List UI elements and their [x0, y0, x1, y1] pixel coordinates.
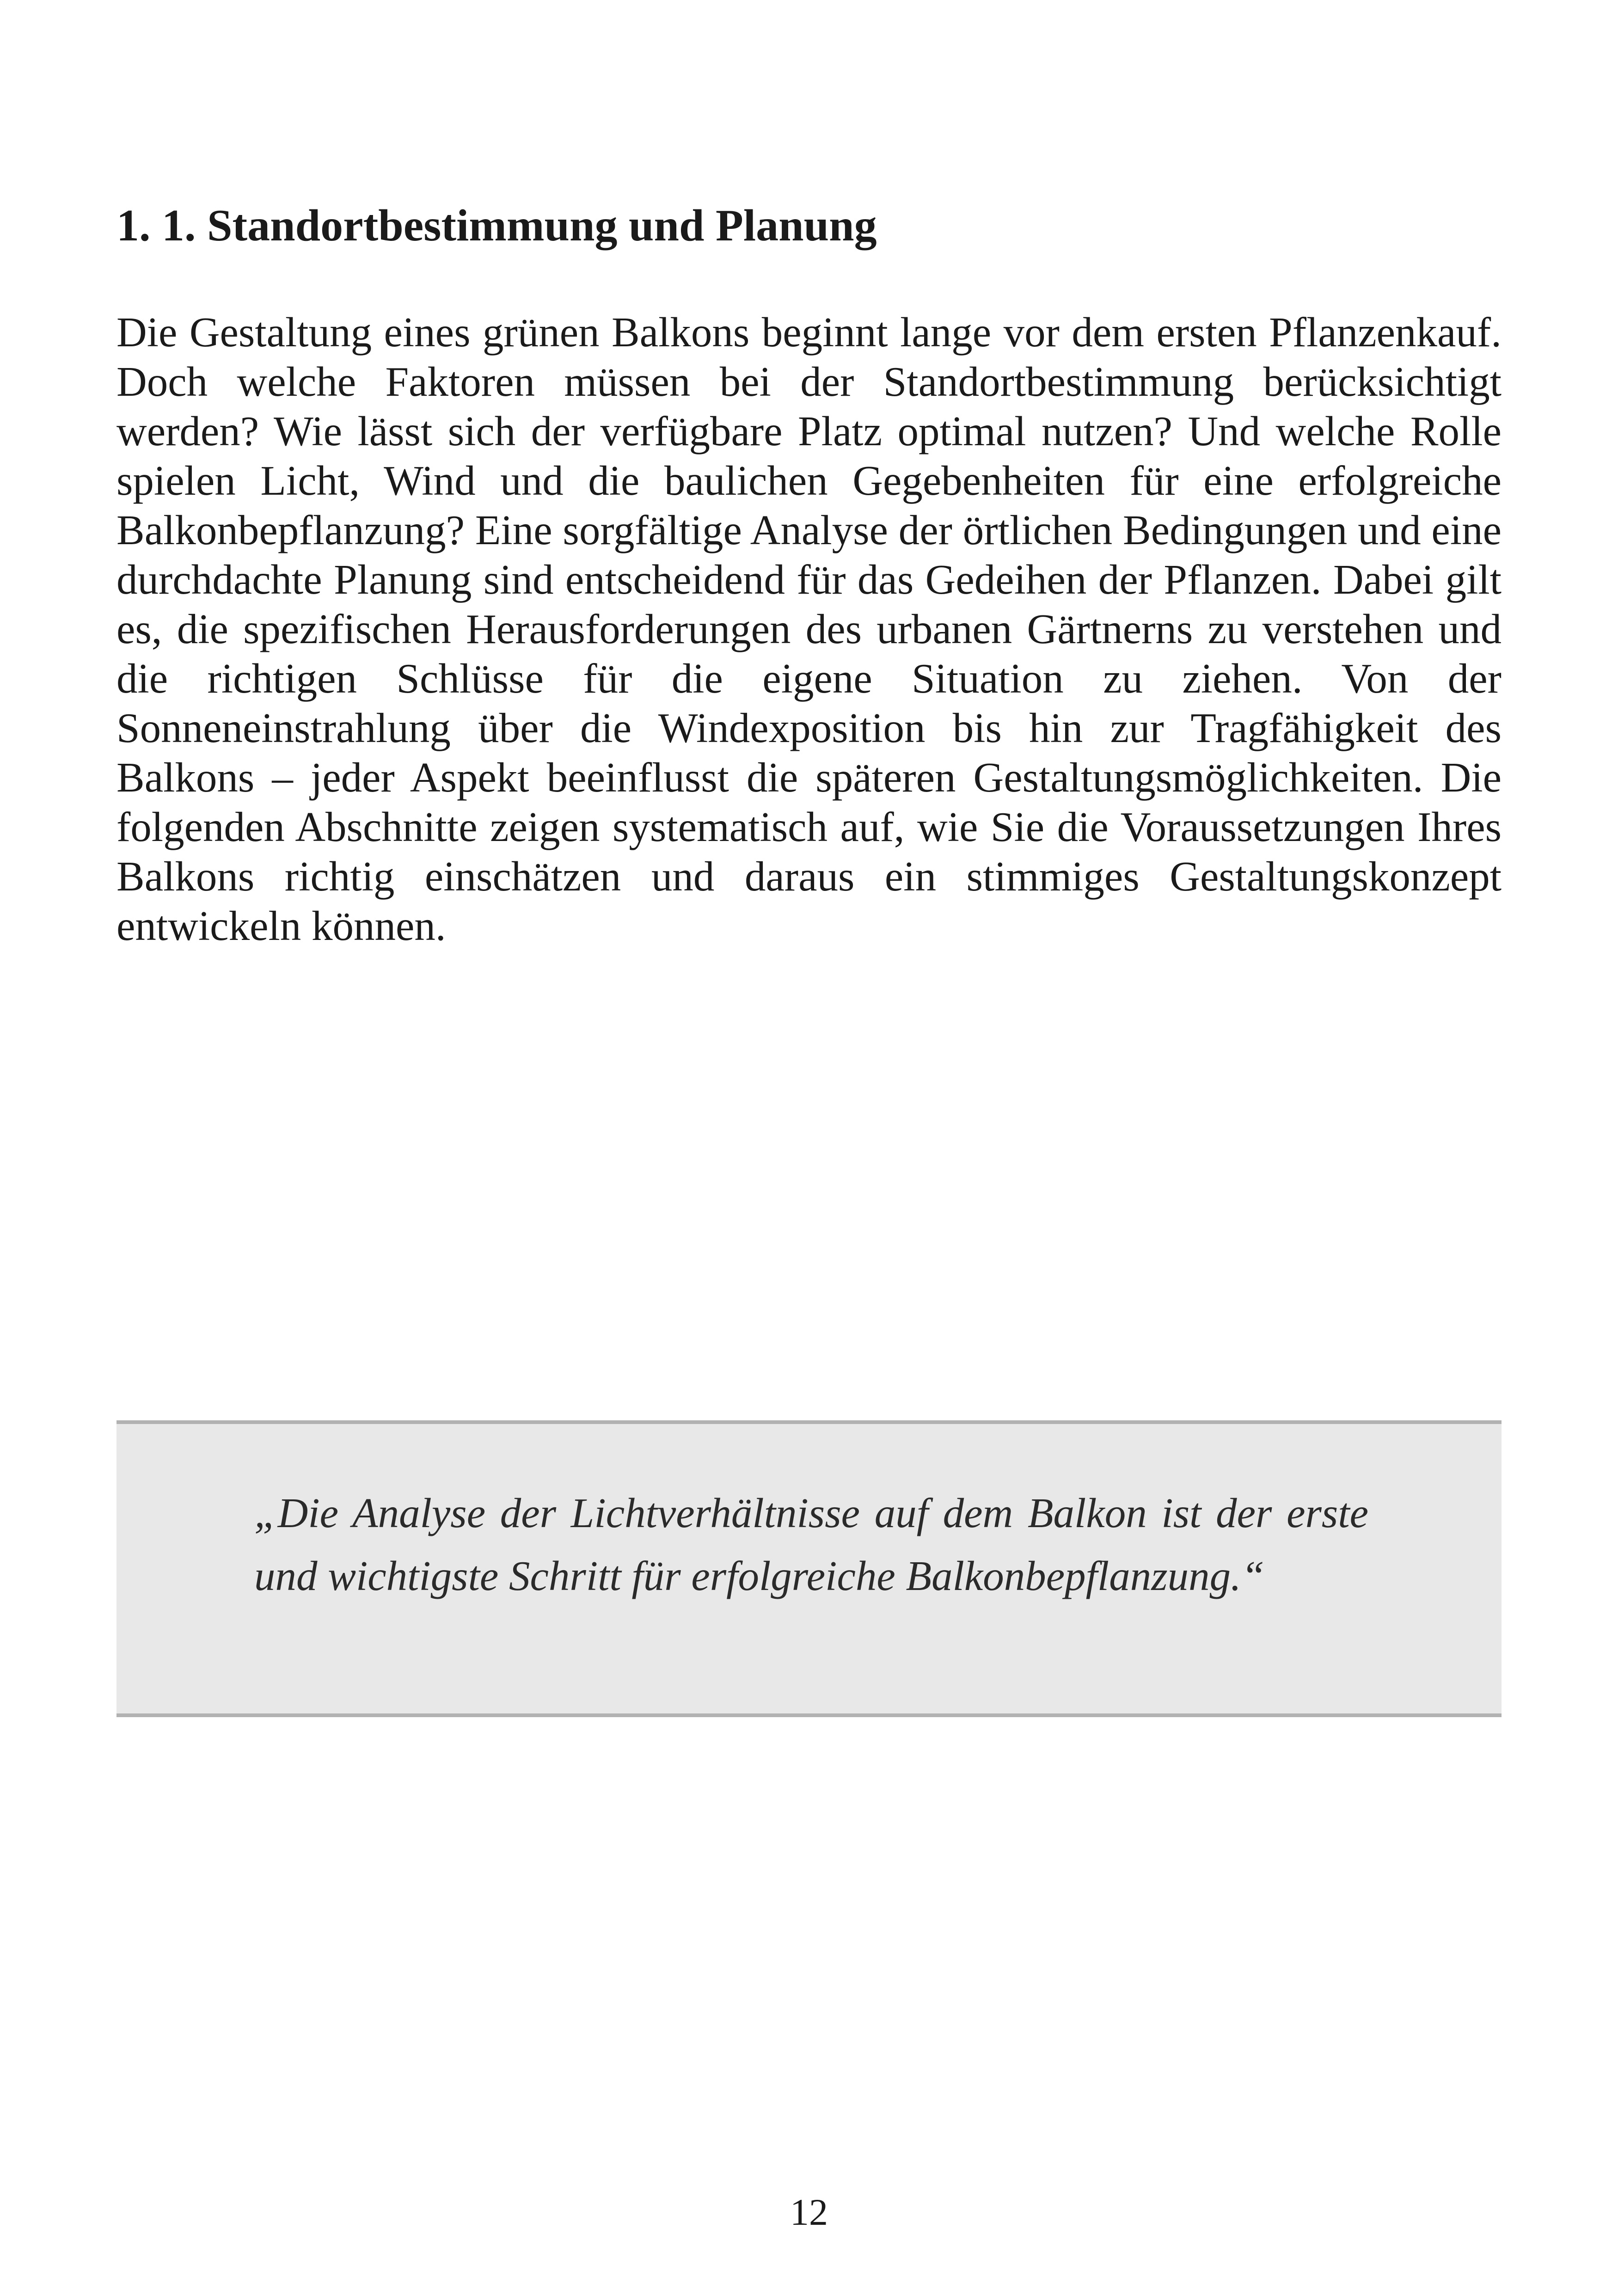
body-paragraph: Die Gestaltung eines grünen Balkons beginnt lange vor dem ersten Pflanzenkauf. Doch welche Faktoren müssen bei der Standortbestimmung berücksichtigt werden? Wie lässt sich der verfügbare Platz optimal nutzen? Und welche Rolle spielen Licht, Wind und die baulichen Gegebenheiten für eine erfolgreiche Balkonbepflanzung? Eine sorgfältige Analyse der örtlichen Bedingungen und eine durchdachte Planung sind entscheidend für das Gedeihen der Pflanzen. Dabei gilt es, die spezifischen Herausforderungen des urbanen Gärtnerns zu verstehen und die richtigen Schlüsse für die eigene Situation zu ziehen. Von der Sonneneinstrahlung über die Windexposition bis hin zur Tragfähigkeit des Balkons – jeder Aspekt beeinflusst die späteren Gestaltungsmöglichkeiten. Die folgenden Abschnitte zeigen systematisch auf, wie Sie die Voraussetzungen Ihres Balkons richtig einschätzen und daraus ein stimmiges Gestaltungskonzept entwickeln können.	[116, 309, 1502, 949]
section-heading: 1. 1. Standortbestimmung und Planung	[116, 201, 877, 251]
quote-callout-box	[116, 1420, 1502, 1717]
page-number: 12	[790, 2191, 828, 2233]
quote-text: „Die Analyse der Lichtverhältnisse auf dem Balkon ist der erste und wichtigste Schritt für erfolgreiche Balkonbepflanzung.“	[254, 1490, 1368, 1599]
